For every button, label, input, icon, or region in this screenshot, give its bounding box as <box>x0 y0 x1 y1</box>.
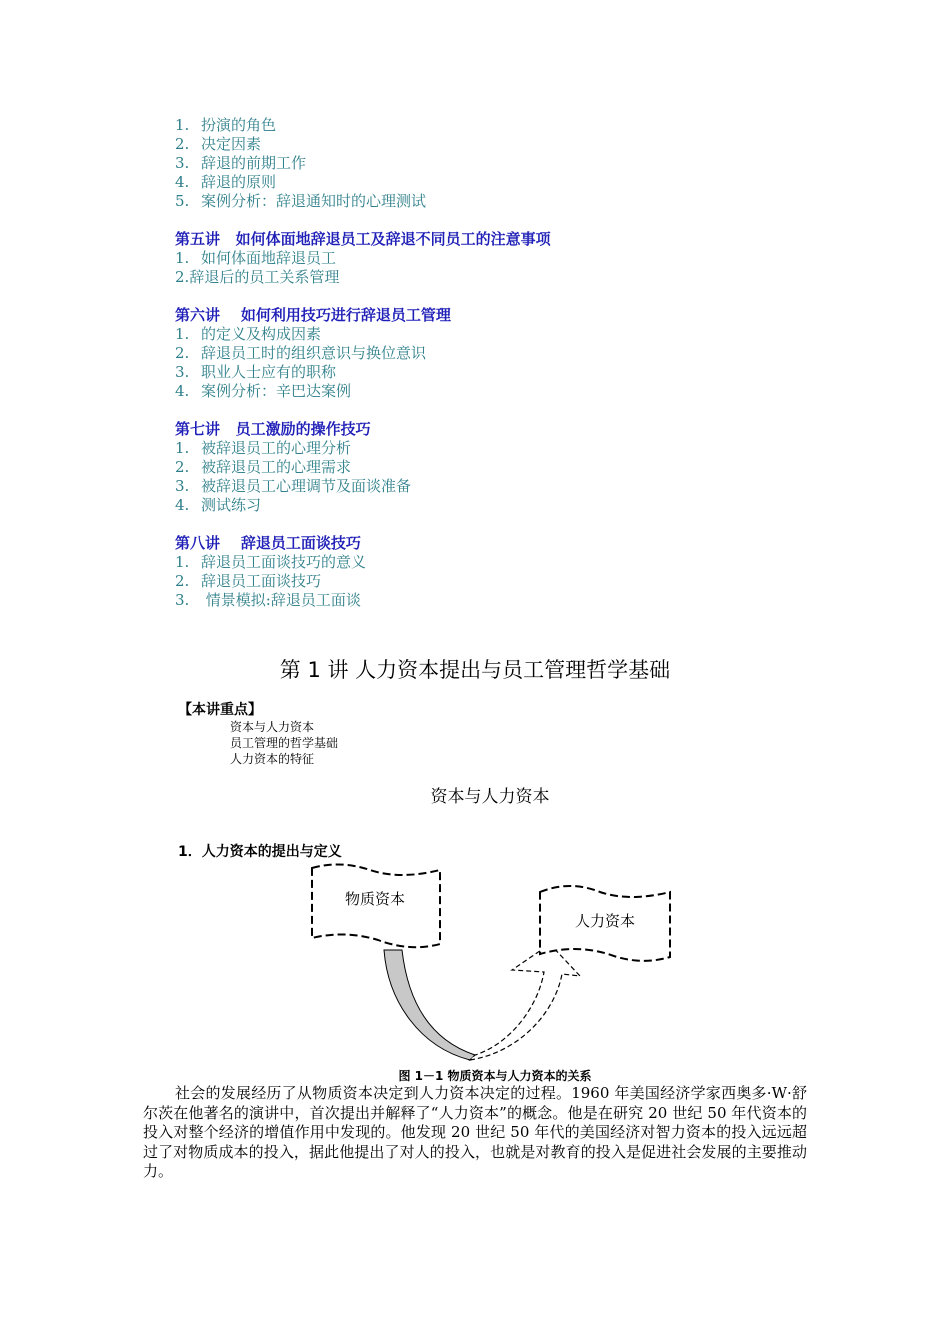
keypoints-list <box>230 719 338 767</box>
capital-relation-diagram <box>300 862 680 1062</box>
curved-arrow-head <box>470 944 580 1060</box>
section-heading: 1．人力资本的提出与定义 <box>178 844 342 860</box>
outline-item: 1. 被辞退员工的心理分析 <box>175 439 352 457</box>
box-label-physical: 物质资本 <box>344 890 406 908</box>
keypoints-heading: 【本讲重点】 <box>178 702 262 718</box>
box-label-human: 人力资本 <box>574 912 636 930</box>
outline-item: 3. 职业人士应有的职称 <box>175 363 337 381</box>
course-outline <box>175 116 815 629</box>
curved-arrow-shaft <box>384 950 475 1060</box>
keypoint-item: 人力资本的特征 <box>230 752 315 766</box>
body-paragraph <box>143 1084 807 1182</box>
outline-item: 1. 扮演的角色 <box>175 116 277 134</box>
section-title: 第八讲 辞退员工面谈技巧 <box>175 534 361 552</box>
outline-item: 4. 辞退的原则 <box>175 173 277 191</box>
outline-section-7 <box>175 420 815 515</box>
section-title: 第七讲 员工激励的操作技巧 <box>175 420 371 438</box>
outline-item: 2. 辞退员工时的组织意识与换位意识 <box>175 344 427 362</box>
lecture-title: 第 1 讲 人力资本提出与员工管理哲学基础 <box>279 658 671 682</box>
outline-item: 3. 被辞退员工心理调节及面谈准备 <box>175 477 412 495</box>
outline-item: 2.辞退后的员工关系管理 <box>175 268 340 286</box>
outline-item: 4. 测试练习 <box>175 496 262 514</box>
outline-item: 1. 辞退员工面谈技巧的意义 <box>175 553 367 571</box>
section-title: 第六讲 如何利用技巧进行辞退员工管理 <box>175 306 451 324</box>
paragraph-text: 社会的发展经历了从物质资本决定到人力资本决定的过程。1960 年美国经济学家西奥多·W·舒尔茨在他著名的演讲中，首次提出并解释了“人力资本”的概念。他是在研究 20 世纪 50 年代资本的投入对整个经济的增值作用中发现的。他发现 20 世纪 50 年代的美国经济对智力资本的投入远远超过了对物质成本的投入，据此他提出了对人的投入，也就是对教育的投入是促进社会发展的主要推动力。 <box>143 1084 807 1180</box>
outline-item: 4. 案例分析：辛巴达案例 <box>175 382 352 400</box>
outline-section-6 <box>175 306 815 401</box>
section-subtitle: 资本与人力资本 <box>430 787 550 807</box>
section-title: 第五讲 如何体面地辞退员工及辞退不同员工的注意事项 <box>175 230 551 248</box>
keypoint-item: 员工管理的哲学基础 <box>230 736 339 750</box>
outline-item: 3. 辞退的前期工作 <box>175 154 307 172</box>
outline-item: 2. 辞退员工面谈技巧 <box>175 572 322 590</box>
outline-item: 1. 的定义及构成因素 <box>175 325 322 343</box>
figure-caption: 图 1－1 物质资本与人力资本的关系 <box>398 1069 592 1083</box>
outline-item: 2. 决定因素 <box>175 135 262 153</box>
outline-section-5 <box>175 230 815 287</box>
outline-item: 2. 被辞退员工的心理需求 <box>175 458 352 476</box>
outline-top-list <box>175 116 815 211</box>
outline-item: 5. 案例分析：辞退通知时的心理测试 <box>175 192 427 210</box>
outline-section-8 <box>175 534 815 610</box>
keypoint-item: 资本与人力资本 <box>230 720 315 734</box>
outline-item: 3. 情景模拟:辞退员工面谈 <box>175 591 361 609</box>
outline-item: 1. 如何体面地辞退员工 <box>175 249 337 267</box>
